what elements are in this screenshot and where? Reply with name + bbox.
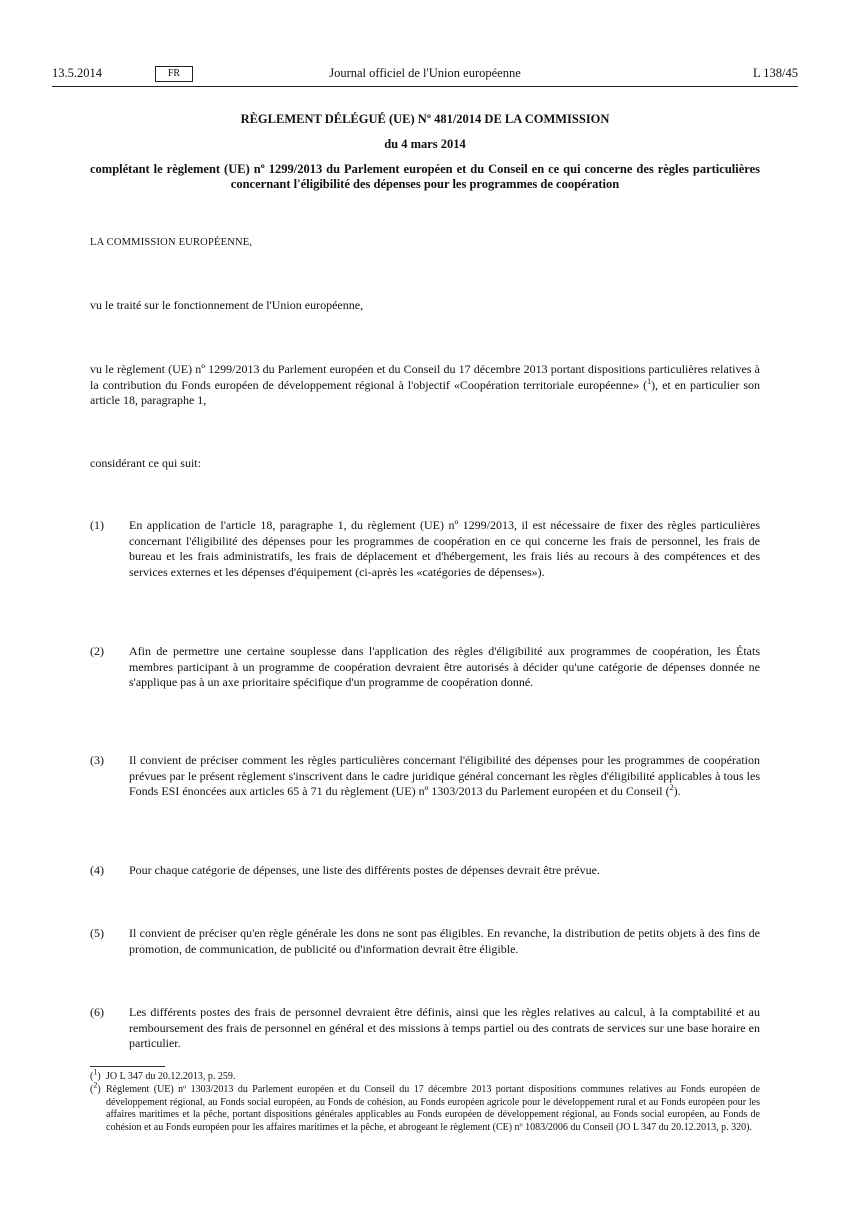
journal-title: Journal officiel de l'Union européenne: [329, 66, 521, 80]
language-badge: FR: [155, 66, 193, 82]
considering-clause: considérant ce qui suit:: [90, 456, 201, 470]
recital-text: Les différents postes des frais de personnel devraient être définis, ainsi que les règles relatives au calcul, à la comptabilité et au remboursement des frais de personnel en général et des missions à temps partiel ou des contrats de services sur une base horaire en particulier.: [129, 1005, 760, 1051]
recital-text: En application de l'article 18, paragraphe 1, du règlement (UE) nº 1299/2013, il est nécessaire de fixer des règles particulières concernant l'éligibilité des dépenses pour les programmes de coopération en ce qui concerne les frais de personnel, les frais de bureau et les frais administratifs, les frais de déplacement et d'hébergement, les frais liés au recours à des compétences et des services externes et les dépenses d'équipement (ci-après les «catégories de dépenses»).: [129, 518, 760, 579]
footnote-number: ($^1$): [90, 1067, 101, 1082]
issuing-authority: LA COMMISSION EUROPÉENNE,: [90, 237, 253, 248]
journal-header: [52, 66, 798, 87]
footnote-ref-1[interactable]: 1: [647, 376, 652, 386]
footnote-number: ($^2$): [90, 1080, 101, 1095]
recital-number: (1): [90, 518, 104, 532]
publication-date: 13.5.2014: [52, 66, 102, 80]
recital-text: Afin de permettre une certaine souplesse dans l'application des règles d'éligibilité aux programmes de coopération, les États membres participant à un programme de coopération devraient être autorisés à décider qu'une catégorie de dépenses donnée ne s'applique pas à un axe prioritaire spécifique d'un programme de coopération donné.: [129, 644, 760, 690]
citation-regulation: vu le règlement (UE) nº 1299/2013 du Parlement européen et du Conseil du 17 décembre 2013 portant dispositions particulières relatives à la contribution du Fonds européen de développement régional à l'objectif «Coopération territoriale européenne» ($^1$), et en particulier son article 18, paragraphe 1,: [90, 362, 761, 408]
recital-number: (6): [90, 1005, 104, 1019]
recital-text: Il convient de préciser comment les règles particulières concernant l'éligibilité des dépenses pour les programmes de coopération prévues par le présent règlement s'inscrivent dans le cadre juridique général concernant les règles d'éligibilité applicables à tous les Fonds ESI énoncées aux articles 65 à 71 du règlement (UE) nº 1303/2013 du Parlement européen et du Conseil ($^2$).: [129, 753, 760, 799]
citation-treaty: vu le traité sur le fonctionnement de l'Union européenne,: [90, 298, 364, 312]
recital-number: (4): [90, 863, 104, 877]
footnote-text: JO L 347 du 20.12.2013, p. 259.: [106, 1071, 236, 1082]
footnote-divider: [90, 1066, 165, 1067]
recital-number: (5): [90, 926, 104, 940]
recital-number: (2): [90, 644, 104, 658]
regulation-title: RÈGLEMENT DÉLÉGUÉ (UE) Nº 481/2014 DE LA COMMISSION: [240, 112, 610, 126]
regulation-subject: complétant le règlement (UE) nº 1299/2013 du Parlement européen et du Conseil en ce qui concerne des règles particulières concernant l'éligibilité des dépenses pour les programmes de coopération: [90, 162, 760, 191]
page-number: L 138/45: [752, 66, 798, 80]
footnote-ref-2[interactable]: 2: [669, 783, 674, 793]
regulation-date: du 4 mars 2014: [384, 137, 466, 151]
recital-text: Pour chaque catégorie de dépenses, une liste des différents postes de dépenses devrait être prévue.: [129, 863, 600, 877]
footnote-text: Règlement (UE) nº 1303/2013 du Parlement européen et du Conseil du 17 décembre 2013 portant dispositions communes relatives au Fonds européen de développement régional, au Fonds social européen, au Fonds de cohésion, au Fonds européen agricole pour le développement rural et au Fonds européen pour les affaires maritimes et la pêche, portant dispositions générales applicables au Fonds européen de développement régional, au Fonds social européen, au Fonds de cohésion et au Fonds européen pour les affaires maritimes et la pêche, et abrogeant le règlement (CE) nº 1083/2006 du Conseil (JO L 347 du 20.12.2013, p. 320).: [106, 1084, 760, 1133]
recital-number: (3): [90, 753, 104, 767]
recital-text: Il convient de préciser qu'en règle générale les dons ne sont pas éligibles. En revanche, la distribution de petits objets à des fins de promotion, de communication, de publicité ou d'information devrait être éligible.: [129, 926, 760, 956]
